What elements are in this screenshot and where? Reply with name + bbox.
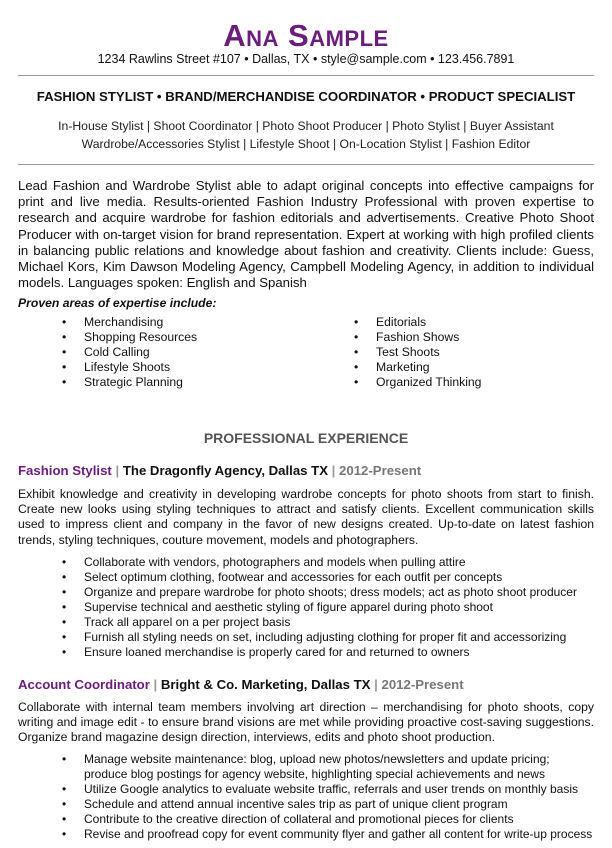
expertise-item: • Merchandising (62, 315, 197, 330)
expertise-item: • Marketing (354, 360, 481, 375)
responsibility-item: • Revise and proofread copy for event community flyer and gather all content for write-up process (62, 827, 594, 842)
professional-headline: FASHION STYLIST • BRAND/MERCHANDISE COORDINATOR • PRODUCT SPECIALIST (36, 89, 576, 104)
responsibility-item: • Ensure loaned merchandise is properly cared for and returned to owners (62, 645, 594, 660)
expertise-label: Proven areas of expertise include: (18, 296, 217, 310)
candidate-name: Ana Sample (223, 18, 389, 53)
responsibility-item: • Utilize Google analytics to evaluate website traffic, referrals and user trends on monthly basis (62, 782, 594, 797)
responsibility-item: • Collaborate with vendors, photographers and models when pulling attire (62, 555, 594, 570)
separator: | (111, 463, 123, 478)
responsibility-item: • Organize and prepare wardrobe for photo shoots; dress models; act as photo shoot producer (62, 585, 594, 600)
expertise-item: • Lifestyle Shoots (62, 360, 197, 375)
professional-summary: Lead Fashion and Wardrobe Stylist able to adapt original concepts into effective campaigns for print and live media. Results-oriented Fashion Industry Professional with proven expertise to research and acquire wardrobe for fashion editorials and advertisements. Creative Photo Shoot Producer with on-target vision for brand representation. Expert at working with high profiled clients in balancing public relations and knowledge about fashion and creativity. Clients include: Guess, Michael Kors, Kim Dawson Modeling Agency, Campbell Modeling Agency, in addition to individual models. Languages spoken: English and Spanish (18, 178, 594, 291)
section-title-experience: PROFESSIONAL EXPERIENCE (203, 430, 409, 446)
job-title: Fashion Stylist (18, 463, 112, 478)
expertise-item: • Cold Calling (62, 345, 197, 360)
job-dates: 2012-Present (381, 677, 464, 692)
job-responsibilities (62, 752, 594, 842)
keywords-line-2: Wardrobe/Accessories Stylist | Lifestyle Shoot | On-Location Stylist | Fashion Editor (81, 137, 531, 151)
keywords-line-1: In-House Stylist | Shoot Coordinator | Photo Shoot Producer | Photo Stylist | Buyer Assistant (58, 119, 554, 133)
responsibility-item: • Supervise technical and aesthetic styling of figure apparel during photo shoot (62, 600, 594, 615)
header-divider (18, 75, 594, 76)
job-heading (18, 677, 464, 692)
responsibility-item: • Select optimum clothing, footwear and accessories for each outfit per concepts (62, 570, 594, 585)
job-company: The Dragonfly Agency, Dallas TX (122, 463, 329, 478)
separator: | (370, 677, 382, 692)
responsibility-item: • Contribute to the creative direction of collateral and promotional pieces for clients (62, 812, 594, 827)
responsibility-item: • Furnish all styling needs on set, including adjusting clothing for proper fit and accessorizing (62, 630, 594, 645)
expertise-item: • Organized Thinking (354, 375, 481, 390)
job-company: Bright & Co. Marketing, Dallas TX (160, 677, 371, 692)
responsibility-item: • Manage website maintenance: blog, upload new photos/newsletters and update pricing; produce blog postings for agency website, highlighting special achievements and news (62, 752, 594, 782)
job-description: Collaborate with internal team members involving art direction – merchandising for photo shoots, copy writing and image edit - to ensure brand visions are met while providing proactive cost-saving suggestions. Organize brand magazine design direction, interviews, edits and photo shoot production. (18, 700, 594, 745)
expertise-item: • Shopping Resources (62, 330, 197, 345)
expertise-item: • Test Shoots (354, 345, 481, 360)
expertise-list-right (354, 315, 481, 390)
summary-divider (18, 164, 594, 165)
job-dates: 2012-Present (339, 463, 422, 478)
separator: | (328, 463, 340, 478)
responsibility-item: • Schedule and attend annual incentive sales trip as part of unique client program (62, 797, 594, 812)
responsibility-item: • Track all apparel on a per project basis (62, 615, 594, 630)
expertise-item: • Strategic Planning (62, 375, 197, 390)
job-title: Account Coordinator (18, 677, 150, 692)
job-responsibilities (62, 555, 594, 660)
contact-info: 1234 Rawlins Street #107 • Dallas, TX • style@sample.com • 123.456.7891 (97, 52, 515, 66)
expertise-item: • Fashion Shows (354, 330, 481, 345)
separator: | (149, 677, 161, 692)
job-description: Exhibit knowledge and creativity in developing wardrobe concepts for photo shoots from start to finish. Create new looks using styling techniques to attract and satisfy clients. Excellent communication skills used to impress client and company in the favor of new designs created. Up-to-date on latest fashion trends, styling techniques, couture movement, models and photographers. (18, 487, 594, 547)
job-heading (18, 463, 421, 478)
expertise-item: • Editorials (354, 315, 481, 330)
expertise-list-left (62, 315, 197, 390)
